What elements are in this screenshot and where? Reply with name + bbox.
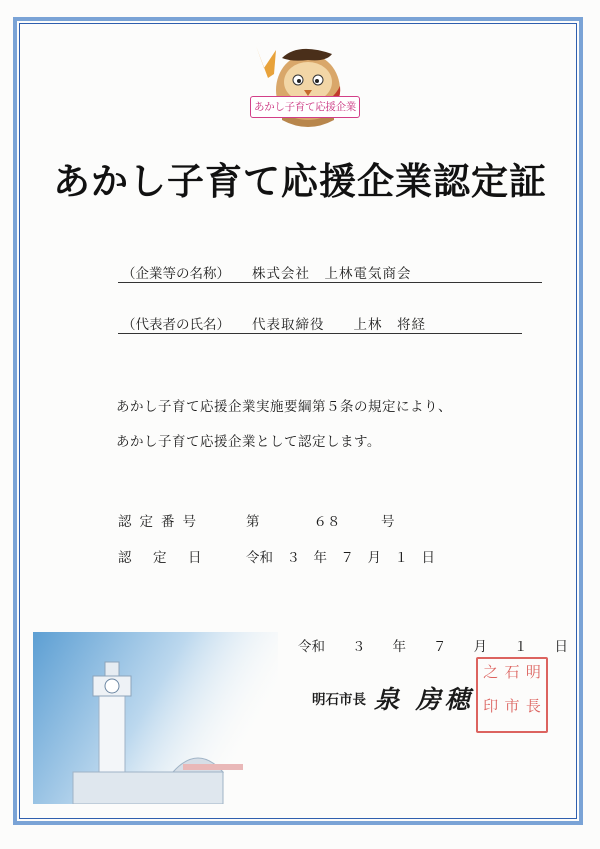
- representative-underline: [118, 333, 522, 334]
- cert-number-row: [118, 510, 458, 530]
- cert-number-value: 第 ６８ 号: [246, 514, 395, 530]
- mascot-owl-icon: [246, 38, 356, 134]
- issue-date: 令和 ３ 年 ７ 月 １ 日: [298, 639, 568, 655]
- official-seal-stamp: [476, 657, 548, 733]
- mascot-label: あかし子育て応援企業: [250, 96, 360, 118]
- company-field: [122, 262, 412, 282]
- cert-number-label: 認定番号: [118, 514, 204, 530]
- mayor-signature: [312, 680, 474, 716]
- certificate-title: あかし子育て応援企業認定証: [53, 160, 547, 203]
- representative-field: [122, 313, 426, 333]
- seal-char: 明: [525, 663, 541, 681]
- statement-line-1: あかし子育て応援企業実施要綱第５条の規定により、: [116, 399, 452, 415]
- cert-date-label: 認 定 日: [118, 550, 206, 566]
- seal-char: 長: [525, 697, 541, 715]
- company-label: （企業等の名称）: [122, 266, 230, 282]
- cert-date-row: [118, 546, 458, 566]
- representative-label: （代表者の氏名）: [122, 317, 230, 333]
- seal-char: 印: [483, 697, 499, 715]
- mayor-role: 明石市長: [312, 692, 366, 708]
- seal-char: 石: [504, 663, 520, 681]
- statement-line-2: あかし子育て応援企業として認定します。: [116, 434, 381, 450]
- mayor-name: 泉 房穂: [374, 685, 474, 714]
- company-underline: [118, 282, 542, 283]
- cert-date-value: 令和 ３ 年 ７ 月 １ 日: [246, 550, 435, 566]
- representative-value: 代表取締役 上林 将経: [252, 317, 426, 333]
- seal-char: 市: [504, 697, 520, 715]
- clock-tower-photo: [33, 632, 278, 804]
- company-value: 株式会社 上林電気商会: [252, 266, 412, 282]
- seal-char: 之: [483, 663, 499, 681]
